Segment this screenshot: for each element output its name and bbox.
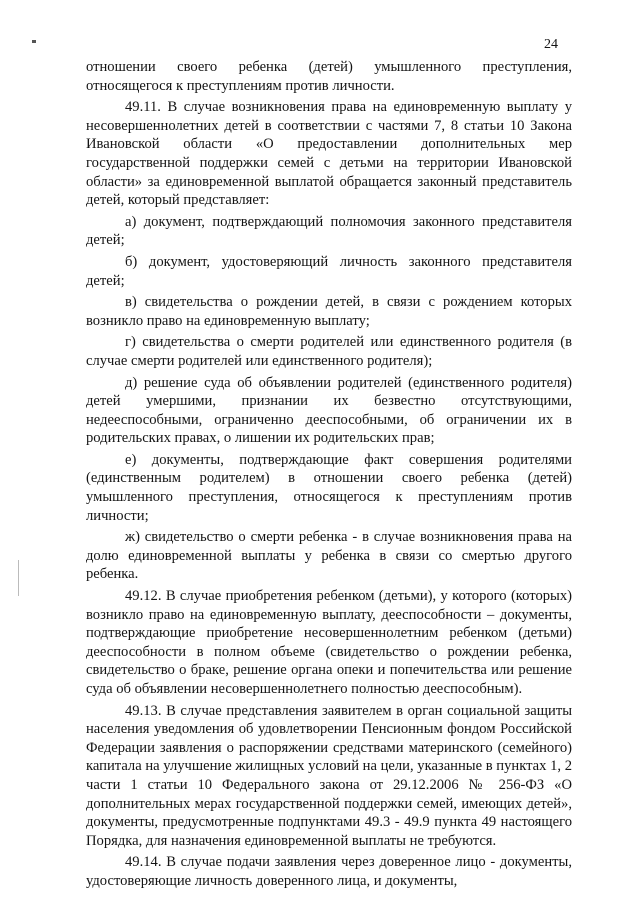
list-item-a: а) документ, подтверждающий полномочия законного представителя детей; [86,213,572,249]
scan-mark [18,560,19,596]
scan-mark [32,40,36,43]
list-item-e: е) документы, подтверждающие факт совершения родителями (единственным родителем) в отношении своего ребенка (детей) умышленного преступления, относящегося к преступлениям против личности; [86,451,572,524]
paragraph-49-13: 49.13. В случае представления заявителем в орган социальной защиты населения уведомления об удовлетворении Пенсионным фондом Российской Федерации заявления о распоряжении средствами материнского (семейного) капитала на улучшение жилищных условий на цели, указанные в пунктах 1, 2 части 1 статьи 10 Федерального закона от 29.12.2006 № 256-ФЗ «О дополнительных мерах государственной поддержки семей, имеющих детей», документы, предусмотренные подпунктами 49.3 - 49.9 пункта 49 настоящего Порядка, для назначения единовременной выплаты не требуются. [86,702,572,849]
document-body [86,58,572,891]
paragraph-49-14: 49.14. В случае подачи заявления через доверенное лицо - документы, удостоверяющие личность доверенного лица, и документы, [86,854,572,889]
list-item-v: в) свидетельства о рождении детей, в связи с рождением которых возникло право на единовременную выплату; [86,294,572,329]
paragraph-continuation: отношении своего ребенка (детей) умышленного преступления, относящегося к преступлениям против личности. [86,59,572,94]
list-item-b: б) документ, удостоверяющий личность законного представителя детей; [86,253,572,289]
list-item-d: д) решение суда об объявлении родителей (единственного родителя) детей умершими, признании их безвестно отсутствующими, недееспособными, ограниченно дееспособными, об ограничении их в родительских правах, о лишении их родительских прав; [86,374,572,447]
page-number: 24 [544,37,558,52]
list-item-zh: ж) свидетельство о смерти ребенка - в случае возникновения права на долю единовременной выплаты у ребенка в связи со смертью другого ребенка. [86,529,572,583]
paragraph-49-12: 49.12. В случае приобретения ребенком (детьми), у которого (которых) возникло право на единовременную выплату, дееспособности – документы, подтверждающие приобретение несовершеннолетним ребенком (детьми) дееспособности в полном объеме (свидетельство о рождении ребенка, свидетельство о браке, решение органа опеки и попечительства или решение суда об объявлении несовершеннолетнего полностью дееспособным). [86,588,572,697]
list-item-g: г) свидетельства о смерти родителей или единственного родителя (в случае смерти родителей или единственного родителя); [86,334,572,369]
paragraph-49-11: 49.11. В случае возникновения права на единовременную выплату у несовершеннолетних детей в соответствии с частями 7, 8 статьи 10 Закона Ивановской области «О предоставлении дополнительных мер государственной поддержки семей с детьми на территории Ивановской области» за единовременной выплатой обращается законный представитель детей, который представляет: [86,99,572,209]
